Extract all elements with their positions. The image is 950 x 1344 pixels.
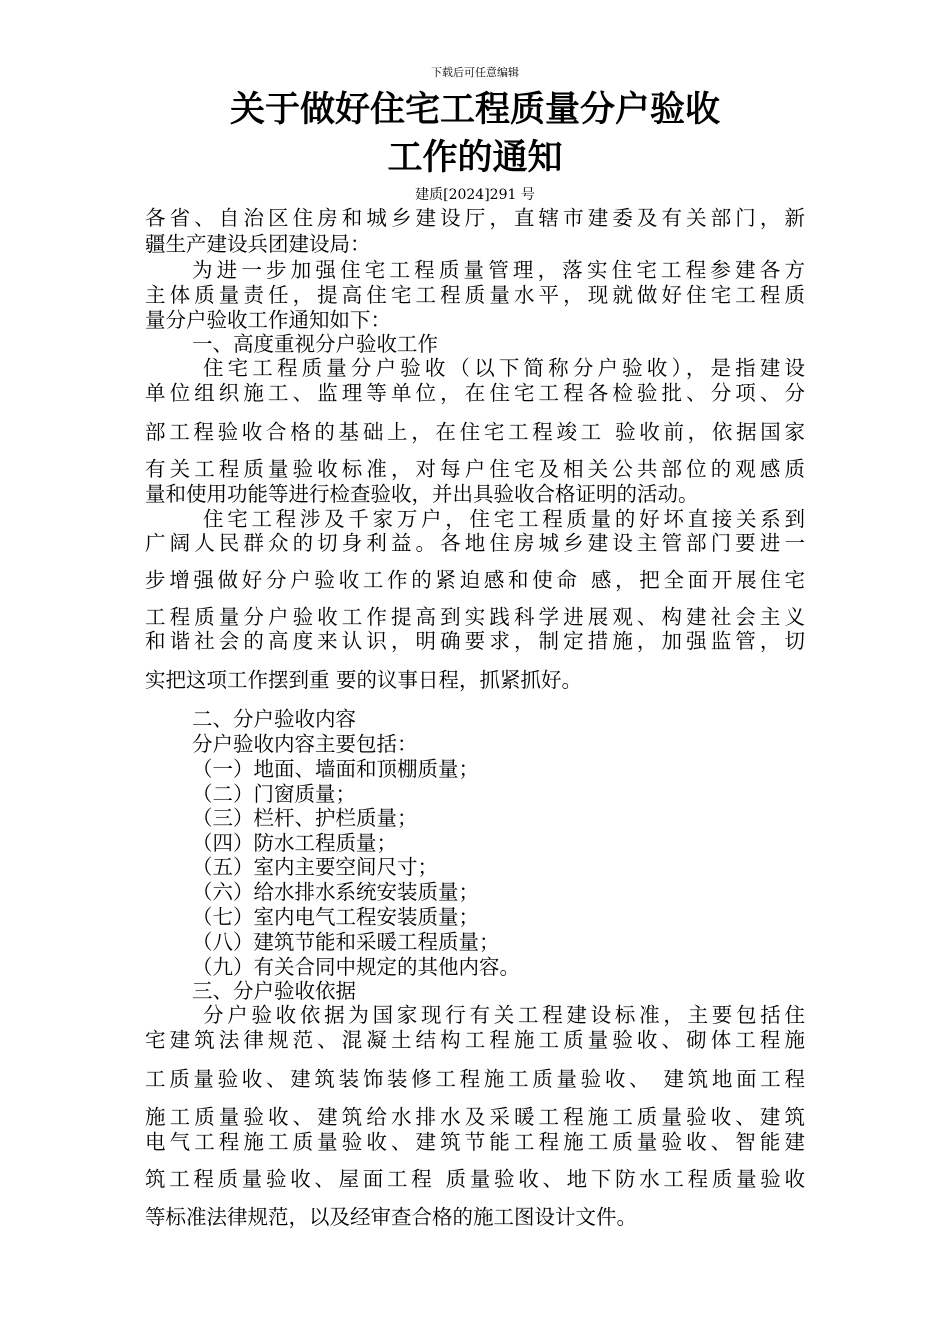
body-line: 主体质量责任，提高住宅工程质量水平，现就做好住宅工程质 bbox=[145, 283, 805, 307]
title-line-2: 工作的通知 bbox=[387, 137, 563, 178]
list-item: （三）栏杆、护栏质量； bbox=[192, 806, 418, 830]
body-line: 工程质量分户验收工作提高到实践科学进展观、构建社会主义 bbox=[145, 605, 805, 629]
body-line: 和谐社会的高度来认识，明确要求，制定措施，加强监管，切 bbox=[145, 629, 805, 653]
body-line: 电气工程施工质量验收、建筑节能工程施工质量验收、智能建 bbox=[145, 1130, 805, 1154]
body-line: 有关工程质量验收标准，对每户住宅及相关公共部位的观感质 bbox=[145, 457, 805, 481]
body-line: 为进一步加强住宅工程质量管理，落实住宅工程参建各方 bbox=[192, 258, 805, 282]
document-number: 建质[2024]291 号 bbox=[415, 187, 535, 203]
body-line: 步增强做好分户验收工作的紧迫感和使命 感，把全面开展住宅 bbox=[145, 568, 805, 592]
list-item: （六）给水排水系统安装质量； bbox=[192, 880, 479, 904]
page-header: 下载后可任意编辑 bbox=[431, 66, 519, 79]
section-heading: 一、高度重视分户验收工作 bbox=[192, 332, 438, 356]
body-line: 工质量验收、建筑装饰装修工程施工质量验收、 建筑地面工程 bbox=[145, 1067, 805, 1091]
title-line-1: 关于做好住宅工程质量分户验收 bbox=[229, 89, 720, 130]
list-item: （八）建筑节能和采暖工程质量； bbox=[192, 930, 500, 954]
body-line: 分户验收依据为国家现行有关工程建设标准，主要包括住 bbox=[203, 1003, 805, 1027]
body-line: 部工程验收合格的基础上，在住宅工程竣工 验收前，依据国家 bbox=[145, 420, 805, 444]
body-line: 广阔人民群众的切身利益。各地住房城乡建设主管部门要进一 bbox=[145, 531, 805, 555]
body-line: 分户验收内容主要包括： bbox=[192, 732, 418, 756]
list-item: （九）有关合同中规定的其他内容。 bbox=[192, 955, 520, 979]
body-line: 疆生产建设兵团建设局： bbox=[145, 232, 371, 256]
body-line: 住宅工程质量分户验收（以下简称分户验收），是指建设 bbox=[203, 356, 805, 380]
section-heading: 二、分户验收内容 bbox=[192, 707, 356, 731]
body-line: 筑工程质量验收、屋面工程 质量验收、地下防水工程质量验收 bbox=[145, 1167, 805, 1191]
list-item: （一）地面、墙面和顶棚质量； bbox=[192, 757, 479, 781]
list-item: （四）防水工程质量； bbox=[192, 831, 397, 855]
body-line: 量和使用功能等进行检查验收，并出具验收合格证明的活动。 bbox=[145, 482, 699, 506]
body-line: 单位组织施工、监理等单位，在住宅工程各检验批、分项、分 bbox=[145, 381, 805, 405]
list-item: （五）室内主要空间尺寸； bbox=[192, 855, 438, 879]
body-line: 实把这项工作摆到重 要的议事日程，抓紧抓好。 bbox=[145, 668, 583, 692]
body-line: 各省、自治区住房和城乡建设厅，直辖市建委及有关部门，新 bbox=[145, 206, 805, 230]
list-item: （七）室内电气工程安装质量； bbox=[192, 905, 479, 929]
list-item: （二）门窗质量； bbox=[192, 782, 356, 806]
body-line: 宅建筑法律规范、混凝土结构工程施工质量验收、砌体工程施 bbox=[145, 1028, 805, 1052]
section-heading: 三、分户验收依据 bbox=[192, 979, 356, 1003]
body-line: 等标准法律规范，以及经审查合格的施工图设计文件。 bbox=[145, 1205, 637, 1229]
body-line: 施工质量验收、建筑给水排水及采暖工程施工质量验收、建筑 bbox=[145, 1105, 805, 1129]
body-line: 量分户验收工作通知如下： bbox=[145, 308, 391, 332]
body-line: 住宅工程涉及千家万户，住宅工程质量的好坏直接关系到 bbox=[203, 507, 805, 531]
